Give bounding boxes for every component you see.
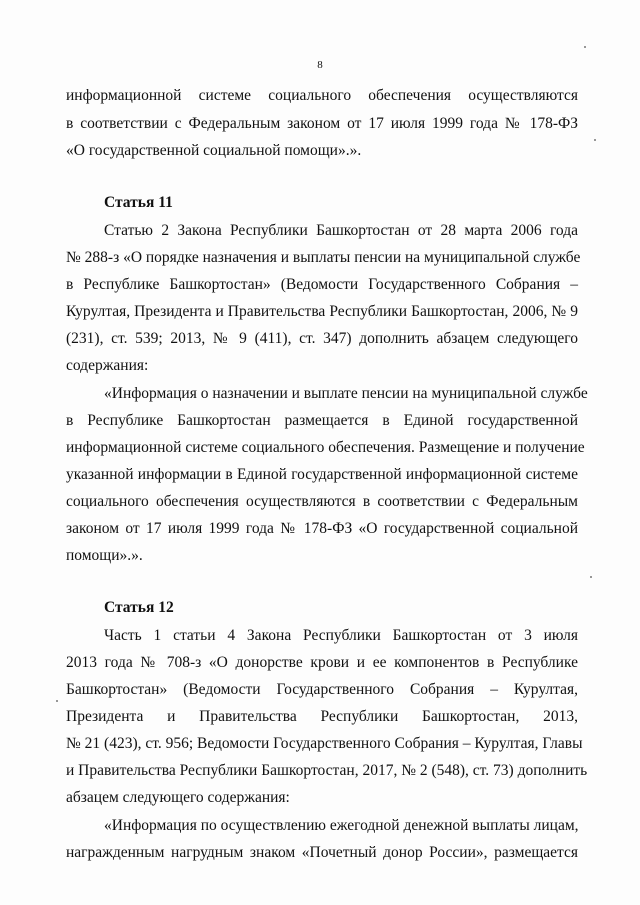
article-12-paragraph-line: № 21 (423), ст. 956; Ведомости Государственного Собрания – Курултая, Главы [66, 735, 583, 752]
scan-speck [56, 700, 58, 702]
article-12-paragraph-line: Часть 1 статьи 4 Закона Республики Башкортостан от 3 июля [104, 627, 578, 644]
article-11-quote-line: в Республике Башкортостан размещается в Единой государственной [66, 412, 578, 429]
article-12-quote-line: награжденным нагрудным знаком «Почетный донор России», размещается [66, 844, 578, 861]
article-11-quote-line: помощи».». [66, 547, 143, 564]
continuation-line: в соответствии с Федеральным законом от 17 июля 1999 года № 178-ФЗ [66, 115, 578, 132]
article-12-heading: Статья 12 [104, 599, 174, 616]
article-11-quote-line: информационной системе социального обеспечения. Размещение и получение [66, 439, 585, 456]
article-11-quote-line: социального обеспечения осуществляются в соответствии с Федеральным [66, 493, 578, 510]
article-11-paragraph-line: в Республике Башкортостан» (Ведомости Государственного Собрания – [66, 276, 578, 293]
article-11-quote-line: указанной информации в Единой государственной информационной системе [66, 466, 578, 483]
article-11-paragraph-line: № 288-з «О порядке назначения и выплаты пенсии на муниципальной службе [66, 249, 581, 266]
continuation-line: «О государственной социальной помощи».». [66, 142, 362, 159]
article-12-paragraph-line: Президента и Правительства Республики Башкортостан, 2013, [66, 708, 578, 725]
article-12-paragraph-line: 2013 года № 708-з «О донорстве крови и ее компонентов в Республике [66, 654, 578, 671]
article-11-paragraph-line: (231), ст. 539; 2013, № 9 (411), ст. 347) дополнить абзацем следующего [66, 330, 578, 347]
article-11-quote-line: «Информация о назначении и выплате пенсии на муниципальной службе [104, 385, 588, 402]
article-11-quote-line: законом от 17 июля 1999 года № 178-ФЗ «О государственной социальной [66, 520, 578, 537]
article-11-paragraph-line: Статью 2 Закона Республики Башкортостан от 28 марта 2006 года [104, 222, 578, 239]
article-11-paragraph-line: Курултая, Президента и Правительства Республики Башкортостан, 2006, № 9 [66, 303, 578, 320]
article-12-quote-line: «Информация по осуществлению ежегодной денежной выплаты лицам, [104, 817, 579, 834]
continuation-line: информационной системе социального обеспечения осуществляются [66, 87, 578, 104]
scan-speck [584, 46, 586, 48]
article-12-paragraph-line: абзацем следующего содержания: [66, 789, 290, 806]
scan-speck [590, 576, 592, 578]
page-number: 8 [317, 59, 323, 71]
scan-speck [594, 139, 596, 141]
article-11-heading: Статья 11 [104, 194, 173, 211]
article-11-paragraph-line: содержания: [66, 357, 149, 374]
article-12-paragraph-line: Башкортостан» (Ведомости Государственного Собрания – Курултая, [66, 681, 578, 698]
article-12-paragraph-line: и Правительства Республики Башкортостан, 2017, № 2 (548), ст. 73) дополнить [66, 762, 588, 779]
